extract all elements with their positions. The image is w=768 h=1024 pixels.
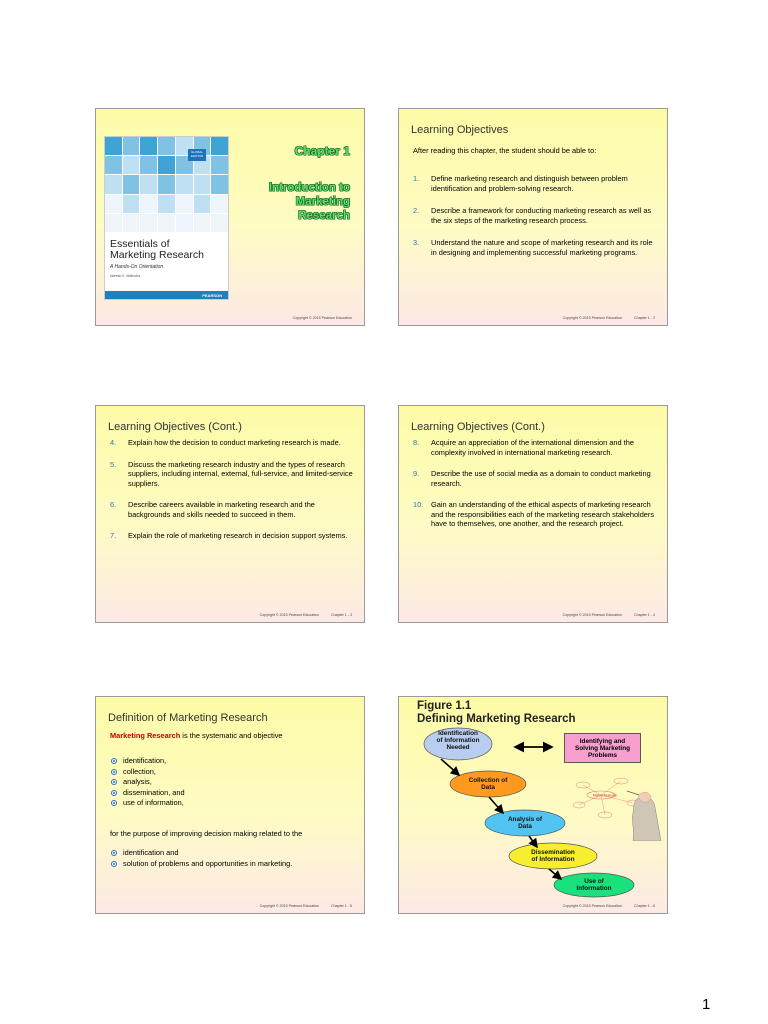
figure-title: Figure 1.1 Defining Marketing Research xyxy=(417,700,576,725)
slide-2-objectives xyxy=(398,108,668,326)
cover-publisher: PEARSON xyxy=(202,293,222,298)
slide-footer: Copyright © 2015 Pearson Education Chapter 1 - 3 xyxy=(259,613,352,617)
slide-4-objectives-cont xyxy=(398,405,668,623)
cover-tile-pattern xyxy=(105,137,228,232)
slide-footer: Copyright © 2015 Pearson Education Chapter 1 - 5 xyxy=(259,904,352,908)
definition-bullets xyxy=(110,756,185,809)
slide-title: Learning Objectives (Cont.) xyxy=(411,421,545,433)
definition-lead: Marketing Research is the systematic and objective xyxy=(110,731,283,740)
objectives-list xyxy=(108,438,354,553)
chapter-label: Chapter 1 xyxy=(294,144,350,158)
slide-intro: After reading this chapter, the student should be able to: xyxy=(413,146,597,155)
slide-1-title xyxy=(95,108,365,326)
list-item: 10. Gain an understanding of the ethical aspects of marketing research and the responsibilities each of the marketing research stakeholders have to themselves, one another, and the research project. xyxy=(413,500,655,528)
problems-box: Identifying and Solving Marketing Problems xyxy=(564,733,641,763)
slide-title: Learning Objectives xyxy=(411,124,509,136)
cover-title: Essentials of Marketing Research xyxy=(110,238,204,261)
list-item: 1. Define marketing research and distinguish between problem identification and problem-solving research. xyxy=(413,174,628,193)
list-item: 7. Explain the role of marketing research in decision support systems. xyxy=(110,531,348,540)
list-item: identification and xyxy=(110,848,292,859)
slide-footer: Copyright © 2015 Pearson Education Chapter 1 - 4 xyxy=(562,613,655,617)
sketch-label: Market Research xyxy=(593,793,618,798)
list-item: 5. Discuss the marketing research industry and the types of research suppliers, including internal, external, full-service, and limited-service suppliers. xyxy=(110,459,353,488)
oval-label-analysis: Analysis of Data xyxy=(507,816,543,830)
arrow-1 xyxy=(441,759,459,775)
list-item: 2. Describe a framework for conducting marketing research as well as the six steps of the marketing research process. xyxy=(413,206,652,225)
slide-footer: Copyright © 2015 Pearson Education Chapter 1 - 6 xyxy=(562,904,655,908)
purpose-bullets xyxy=(110,848,292,869)
list-item: 9. Describe the use of social media as a domain to conduct marketing research. xyxy=(413,469,651,488)
chapter-title: Introduction to Marketing Research xyxy=(268,182,350,222)
list-item: 4. Explain how the decision to conduct marketing research is made. xyxy=(110,438,341,447)
market-research-sketch-icon xyxy=(571,773,663,841)
objectives-list xyxy=(411,174,657,270)
list-item: 8. Acquire an appreciation of the international dimension and the complexity involved in international marketing research. xyxy=(413,438,634,457)
slide-footer: Copyright © 2015 Pearson Education Chapter 1 - 2 xyxy=(562,316,655,320)
page-number: 1 xyxy=(702,996,711,1013)
definition-purpose: for the purpose of improving decision making related to the xyxy=(110,829,303,838)
list-item: 3. Understand the nature and scope of marketing research and its role in designing and implementing successful marketing programs. xyxy=(413,238,653,257)
list-item: use of information, xyxy=(110,798,185,809)
oval-label-dissemination: Dissemination of Information xyxy=(531,849,575,863)
slide-6-figure xyxy=(398,696,668,914)
slide-title: Learning Objectives (Cont.) xyxy=(108,421,242,433)
list-item: collection, xyxy=(110,767,185,778)
objectives-list xyxy=(411,438,657,541)
oval-label-collection: Collection of Data xyxy=(468,777,508,791)
slide-3-objectives-cont xyxy=(95,405,365,623)
cover-subtitle: A Hands-On Orientation xyxy=(110,264,164,270)
cover-author: Naresh K. Malhotra xyxy=(110,274,141,278)
list-item: 6. Describe careers available in marketing research and the backgrounds and skills needed to succeed in them. xyxy=(110,500,315,519)
list-item: dissemination, and xyxy=(110,788,185,799)
cover-edition-badge: GLOBAL EDITION xyxy=(188,149,206,161)
slide-5-definition xyxy=(95,696,365,914)
slide-title: Definition of Marketing Research xyxy=(108,712,268,724)
slide-footer: Copyright © 2015 Pearson Education xyxy=(292,316,352,320)
arrow-2 xyxy=(489,797,503,813)
oval-label-identification: Identification of Information Needed xyxy=(436,730,480,751)
oval-label-use: Use of Information xyxy=(576,878,612,892)
list-item: analysis, xyxy=(110,777,185,788)
book-cover xyxy=(104,136,229,300)
list-item: solution of problems and opportunities in marketing. xyxy=(110,859,292,870)
list-item: identification, xyxy=(110,756,185,767)
